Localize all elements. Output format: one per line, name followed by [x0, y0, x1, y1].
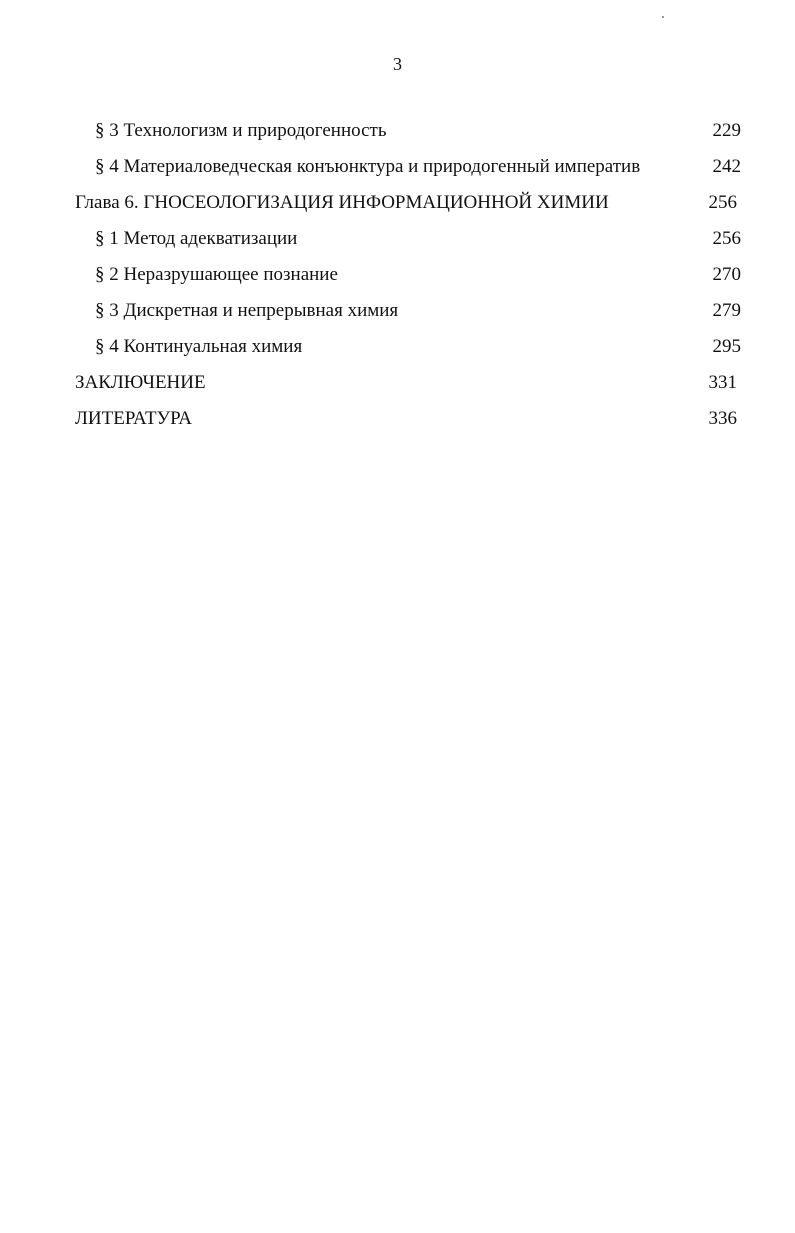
- toc-chapter: [0, 188, 795, 224]
- toc-entry-title: § 3 Технологизм и природогенность: [95, 120, 387, 141]
- toc-entry-page: 242: [712, 156, 741, 177]
- toc-entry-title: § 4 Континуальная химия: [95, 336, 303, 357]
- toc-entry-page: 270: [712, 264, 741, 285]
- page-number: 3: [393, 54, 402, 74]
- toc-entry-title: § 2 Неразрушающее познание: [95, 264, 338, 285]
- toc-entry-page: 256: [712, 228, 741, 249]
- toc-entry: [0, 332, 795, 368]
- toc-entry-page: 295: [712, 336, 741, 357]
- toc-entry-page: 229: [712, 120, 741, 141]
- toc-entry: [0, 152, 795, 188]
- toc-conclusion-page: 331: [708, 372, 737, 393]
- toc-entry-title: § 4 Материаловедческая конъюнктура и природогенный императив: [95, 156, 641, 177]
- toc-references-title: ЛИТЕРАТУРА: [75, 408, 192, 429]
- scan-speck: [662, 16, 664, 18]
- toc-references: [0, 404, 795, 440]
- toc-entry: [0, 116, 795, 152]
- toc-entry-page: 279: [712, 300, 741, 321]
- toc-conclusion: [0, 368, 795, 404]
- toc-entry-title: § 1 Метод адекватизации: [95, 228, 298, 249]
- toc-conclusion-title: ЗАКЛЮЧЕНИЕ: [75, 372, 206, 393]
- toc-references-page: 336: [708, 408, 737, 429]
- table-of-contents: [0, 116, 795, 440]
- toc-entry: [0, 224, 795, 260]
- toc-chapter-page: 256: [708, 192, 737, 213]
- toc-entry: [0, 296, 795, 332]
- toc-chapter-title: Глава 6. ГНОСЕОЛОГИЗАЦИЯ ИНФОРМАЦИОННОЙ ХИМИИ: [75, 192, 609, 213]
- toc-entry: [0, 260, 795, 296]
- toc-entry-title: § 3 Дискретная и непрерывная химия: [95, 300, 399, 321]
